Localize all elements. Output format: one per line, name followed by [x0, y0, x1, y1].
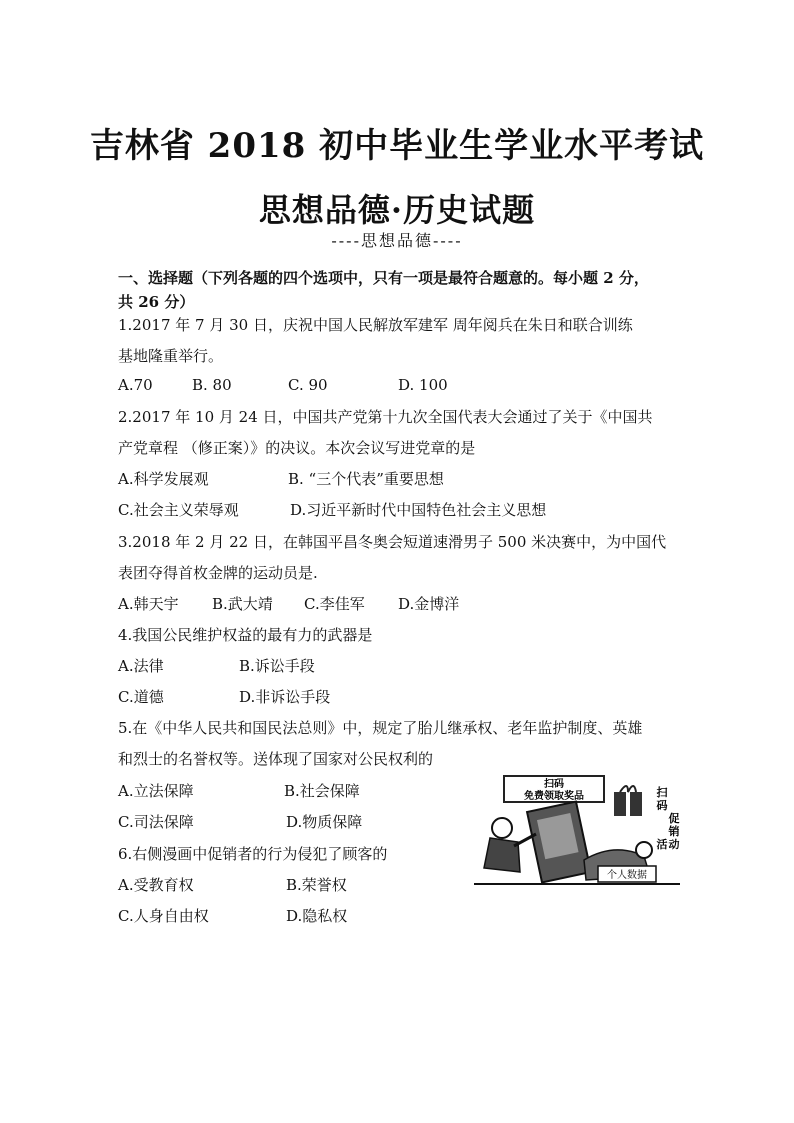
question-1-option-c: C. 90: [288, 376, 328, 394]
question-2-stem-line1: 2.2017 年 10 月 24 日，中国共产党第十九次全国代表大会通过了关于《中国共: [118, 408, 653, 426]
section-heading-line2: 共 26 分）: [118, 293, 195, 311]
sign-text-line1: 扫码: [544, 779, 564, 790]
question-6-option-c: C.人身自由权: [118, 907, 209, 925]
question-6-option-a: A.受教育权: [118, 876, 194, 894]
question-4-stem: 4.我国公民维护权益的最有力的武器是: [118, 626, 373, 644]
question-4-option-d: D.非诉讼手段: [239, 688, 331, 706]
question-5-option-a: A.立法保障: [118, 782, 194, 800]
question-4-option-a: A.法律: [118, 657, 164, 675]
question-6-stem: 6.右侧漫画中促销者的行为侵犯了顾客的: [118, 845, 388, 863]
side-text-5: 活: [656, 838, 668, 851]
sign-text-line2: 免费领取奖品: [524, 791, 584, 802]
promoter-figure: [492, 818, 512, 838]
question-1-stem-line1: 1.2017 年 7 月 30 日，庆祝中国人民解放军建军 周年阅兵在朱日和联合训练: [118, 316, 633, 334]
section-heading-line1: 一、选择题（下列各题的四个选项中，只有一项是最符合题意的。每小题 2 分，: [118, 269, 649, 287]
side-text-2: 码: [656, 799, 668, 812]
question-3-stem-line1: 3.2018 年 2 月 22 日，在韩国平昌冬奥会短道速滑男子 500 米决赛中，为中国代: [118, 533, 667, 551]
question-1-option-b: B. 80: [192, 376, 232, 394]
question-1-option-a: A.70: [118, 376, 153, 394]
question-3-stem-line2: 表团夺得首枚金牌的运动员是.: [118, 564, 318, 582]
question-6-option-b: B.荣誉权: [286, 876, 347, 894]
question-4-option-b: B.诉讼手段: [239, 657, 315, 675]
side-text-3: 促: [668, 812, 680, 825]
question-5-option-b: B.社会保障: [284, 782, 360, 800]
section-heading: [118, 266, 688, 314]
question-5-option-c: C.司法保障: [118, 813, 194, 831]
question-5-option-d: D.物质保障: [286, 813, 363, 831]
question-1-stem-line2: 基地隆重举行。: [118, 347, 224, 365]
question-2-option-c: C.社会主义荣辱观: [118, 501, 239, 519]
promotion-cartoon: [474, 772, 680, 894]
side-text-1: 扫: [656, 786, 668, 799]
question-6-option-d: D.隐私权: [286, 907, 348, 925]
question-5-stem-line1: 5.在《中华人民共和国民法总则》中，规定了胎儿继承权、老年监护制度、英雄: [118, 719, 643, 737]
question-2-option-b: B. “三个代表”重要思想: [288, 470, 444, 488]
folder-label: 个人数据: [607, 870, 647, 881]
question-3-option-a: A.韩天宇: [118, 595, 179, 613]
question-5-stem-line2: 和烈士的名誉权等。送体现了国家对公民权利的: [118, 750, 434, 768]
question-1-option-d: D. 100: [398, 376, 448, 394]
exam-title: 吉林省 2018 初中毕业生学业水平考试: [89, 126, 705, 166]
side-text-6: 动: [668, 838, 680, 851]
side-text-4: 销: [668, 825, 680, 838]
question-3-option-b: B.武大靖: [212, 595, 273, 613]
question-2-option-d: D.习近平新时代中国特色社会主义思想: [290, 501, 547, 519]
question-2-stem-line2: 产党章程 （修正案）》的决议。本次会议写进党章的是: [118, 439, 476, 457]
question-3-option-c: C.李佳军: [304, 595, 365, 613]
exam-subject-title: 思想品德·历史试题: [258, 191, 536, 229]
section-tag: ----思想品德----: [331, 231, 463, 250]
question-2-option-a: A.科学发展观: [118, 470, 209, 488]
question-3-option-d: D.金博洋: [398, 595, 460, 613]
question-4-option-c: C.道德: [118, 688, 164, 706]
